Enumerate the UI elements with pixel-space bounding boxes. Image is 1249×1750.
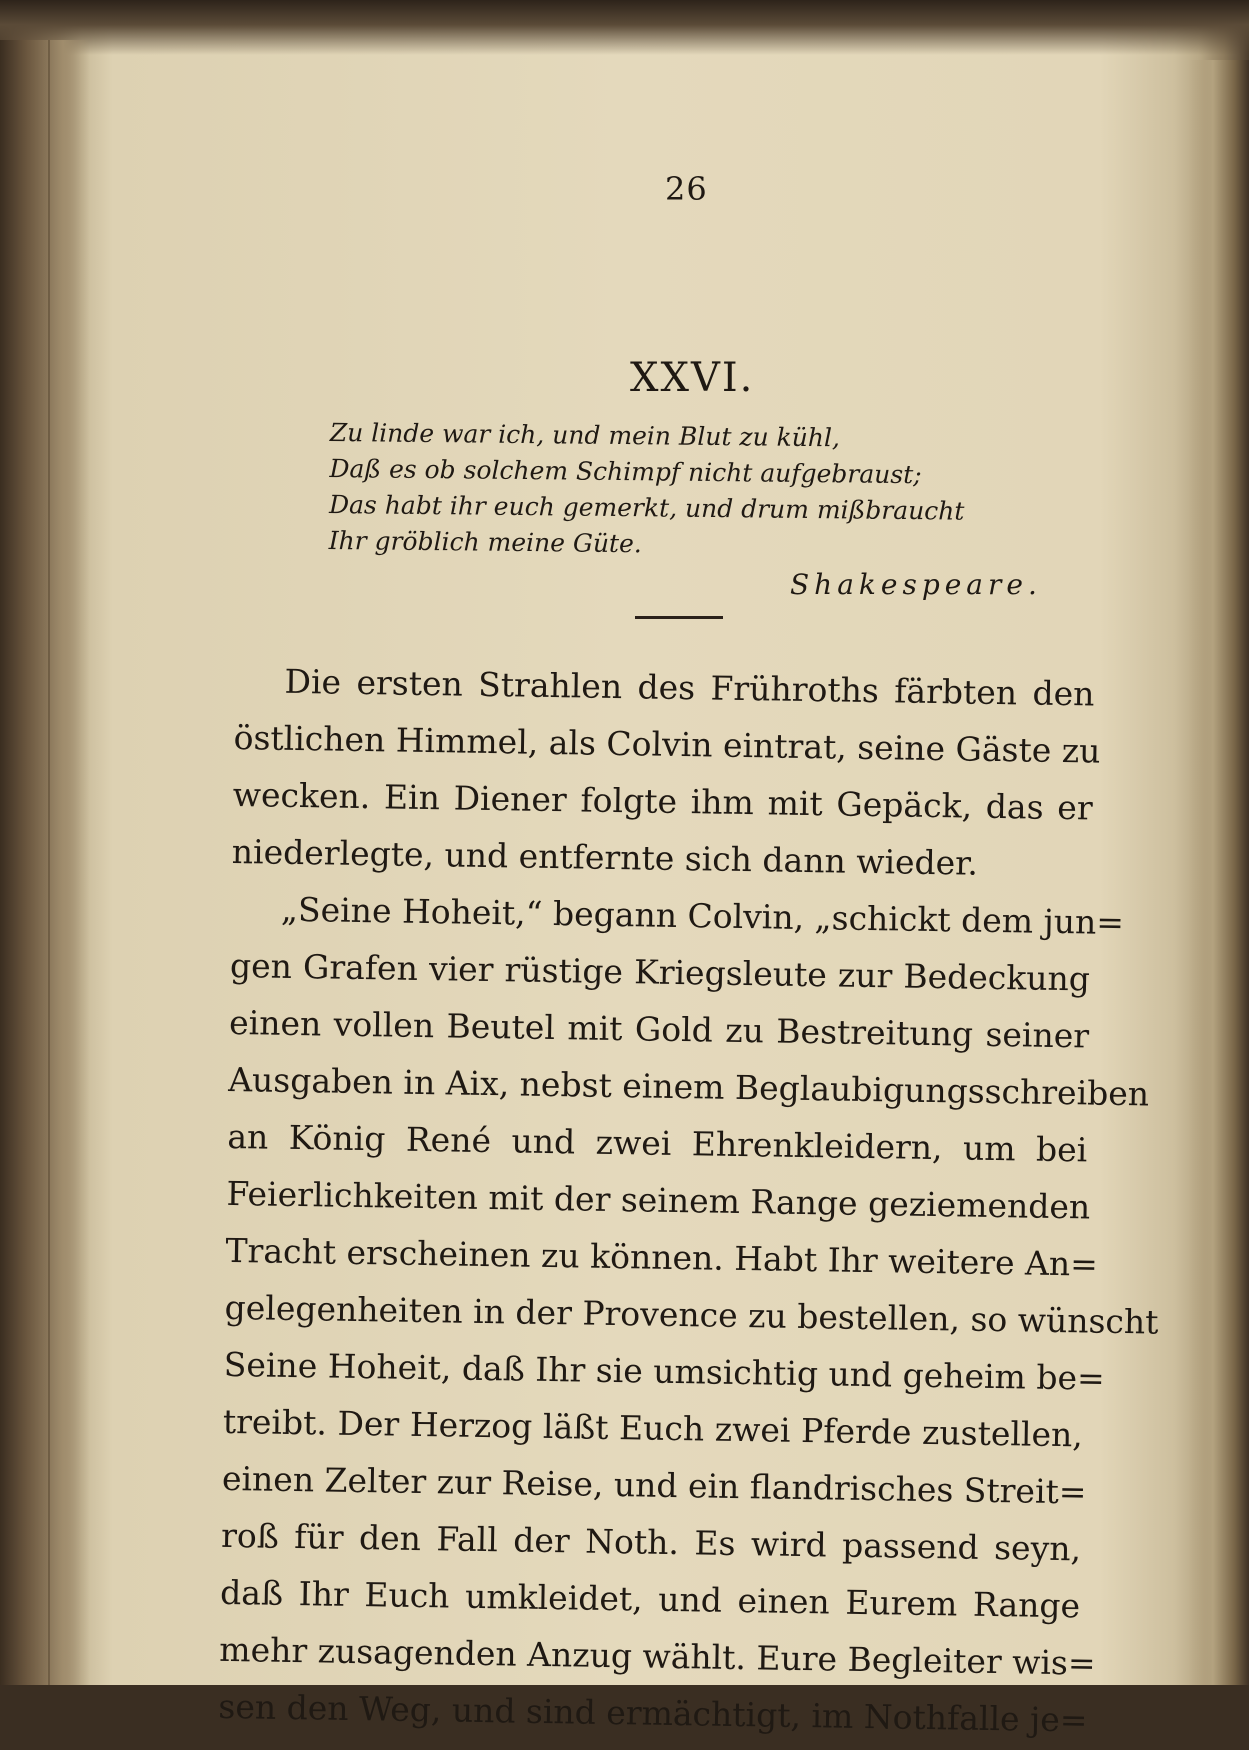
epigraph-line: Zu linde war ich, und mein Blut zu kühl, (329, 417, 841, 453)
body-line: östlichen Himmel, als Colvin eintrat, seine Gäste zu (233, 717, 1101, 771)
body-line: Tracht erscheinen zu können. Habt Ihr weitere An= (225, 1230, 1099, 1284)
chapter-title: XXVI. (630, 355, 755, 401)
body-line: an König René und zwei Ehrenkleidern, um bei (227, 1116, 1088, 1170)
body-text (218, 652, 1159, 1748)
body-line: roß für den Fall der Noth. Es wird passend seyn, (220, 1515, 1082, 1569)
epigraph-line: Daß es ob solchem Schimpf nicht aufgebraust; (329, 453, 922, 490)
body-line: mehr zusagenden Anzug wählt. Eure Begleiter wis= (219, 1629, 1096, 1683)
epigraph (328, 415, 1089, 567)
body-line: gen Grafen vier rüstige Kriegsleute zur Bedeckung (229, 945, 1091, 999)
epigraph-line: Ihr gröblich meine Güte. (328, 525, 642, 559)
body-line: Feierlichkeiten mit der seinem Range geziemenden (226, 1173, 1091, 1227)
section-divider (635, 616, 723, 619)
body-line: daß Ihr Euch umkleidet, und einen Eurem Range (219, 1572, 1081, 1626)
body-line: wecken. Ein Diener folgte ihm mit Gepäck, das er (232, 774, 1093, 828)
body-line: einen Zelter zur Reise, und ein flandrisches Streit= (221, 1458, 1087, 1512)
body-line: treibt. Der Herzog läßt Euch zwei Pferde zustellen, (222, 1401, 1084, 1455)
body-line: Ausgaben in Aix, nebst einem Beglaubigungsschreiben (227, 1059, 1150, 1114)
epigraph-attribution: Shakespeare. (790, 568, 1042, 601)
body-line: Seine Hoheit, daß Ihr sie umsichtig und geheim be= (223, 1344, 1105, 1398)
body-line: gelegenheiten in der Provence zu bestellen, so wünscht (224, 1287, 1159, 1342)
body-line: „Seine Hoheit,“ begann Colvin, „schickt dem jun= (280, 889, 1125, 942)
body-line: niederlegte, und entfernte sich dann wieder. (231, 831, 979, 883)
epigraph-line: Das habt ihr euch gemerkt, und drum mißbraucht (328, 489, 965, 526)
body-line: sen den Weg, und sind ermächtigt, im Nothfalle je= (218, 1686, 1088, 1740)
body-line: Die ersten Strahlen des Frühroths färbten den (284, 661, 1095, 714)
body-line: einen vollen Beutel mit Gold zu Bestreitung seiner (228, 1002, 1090, 1056)
page-number: 26 (665, 170, 708, 208)
